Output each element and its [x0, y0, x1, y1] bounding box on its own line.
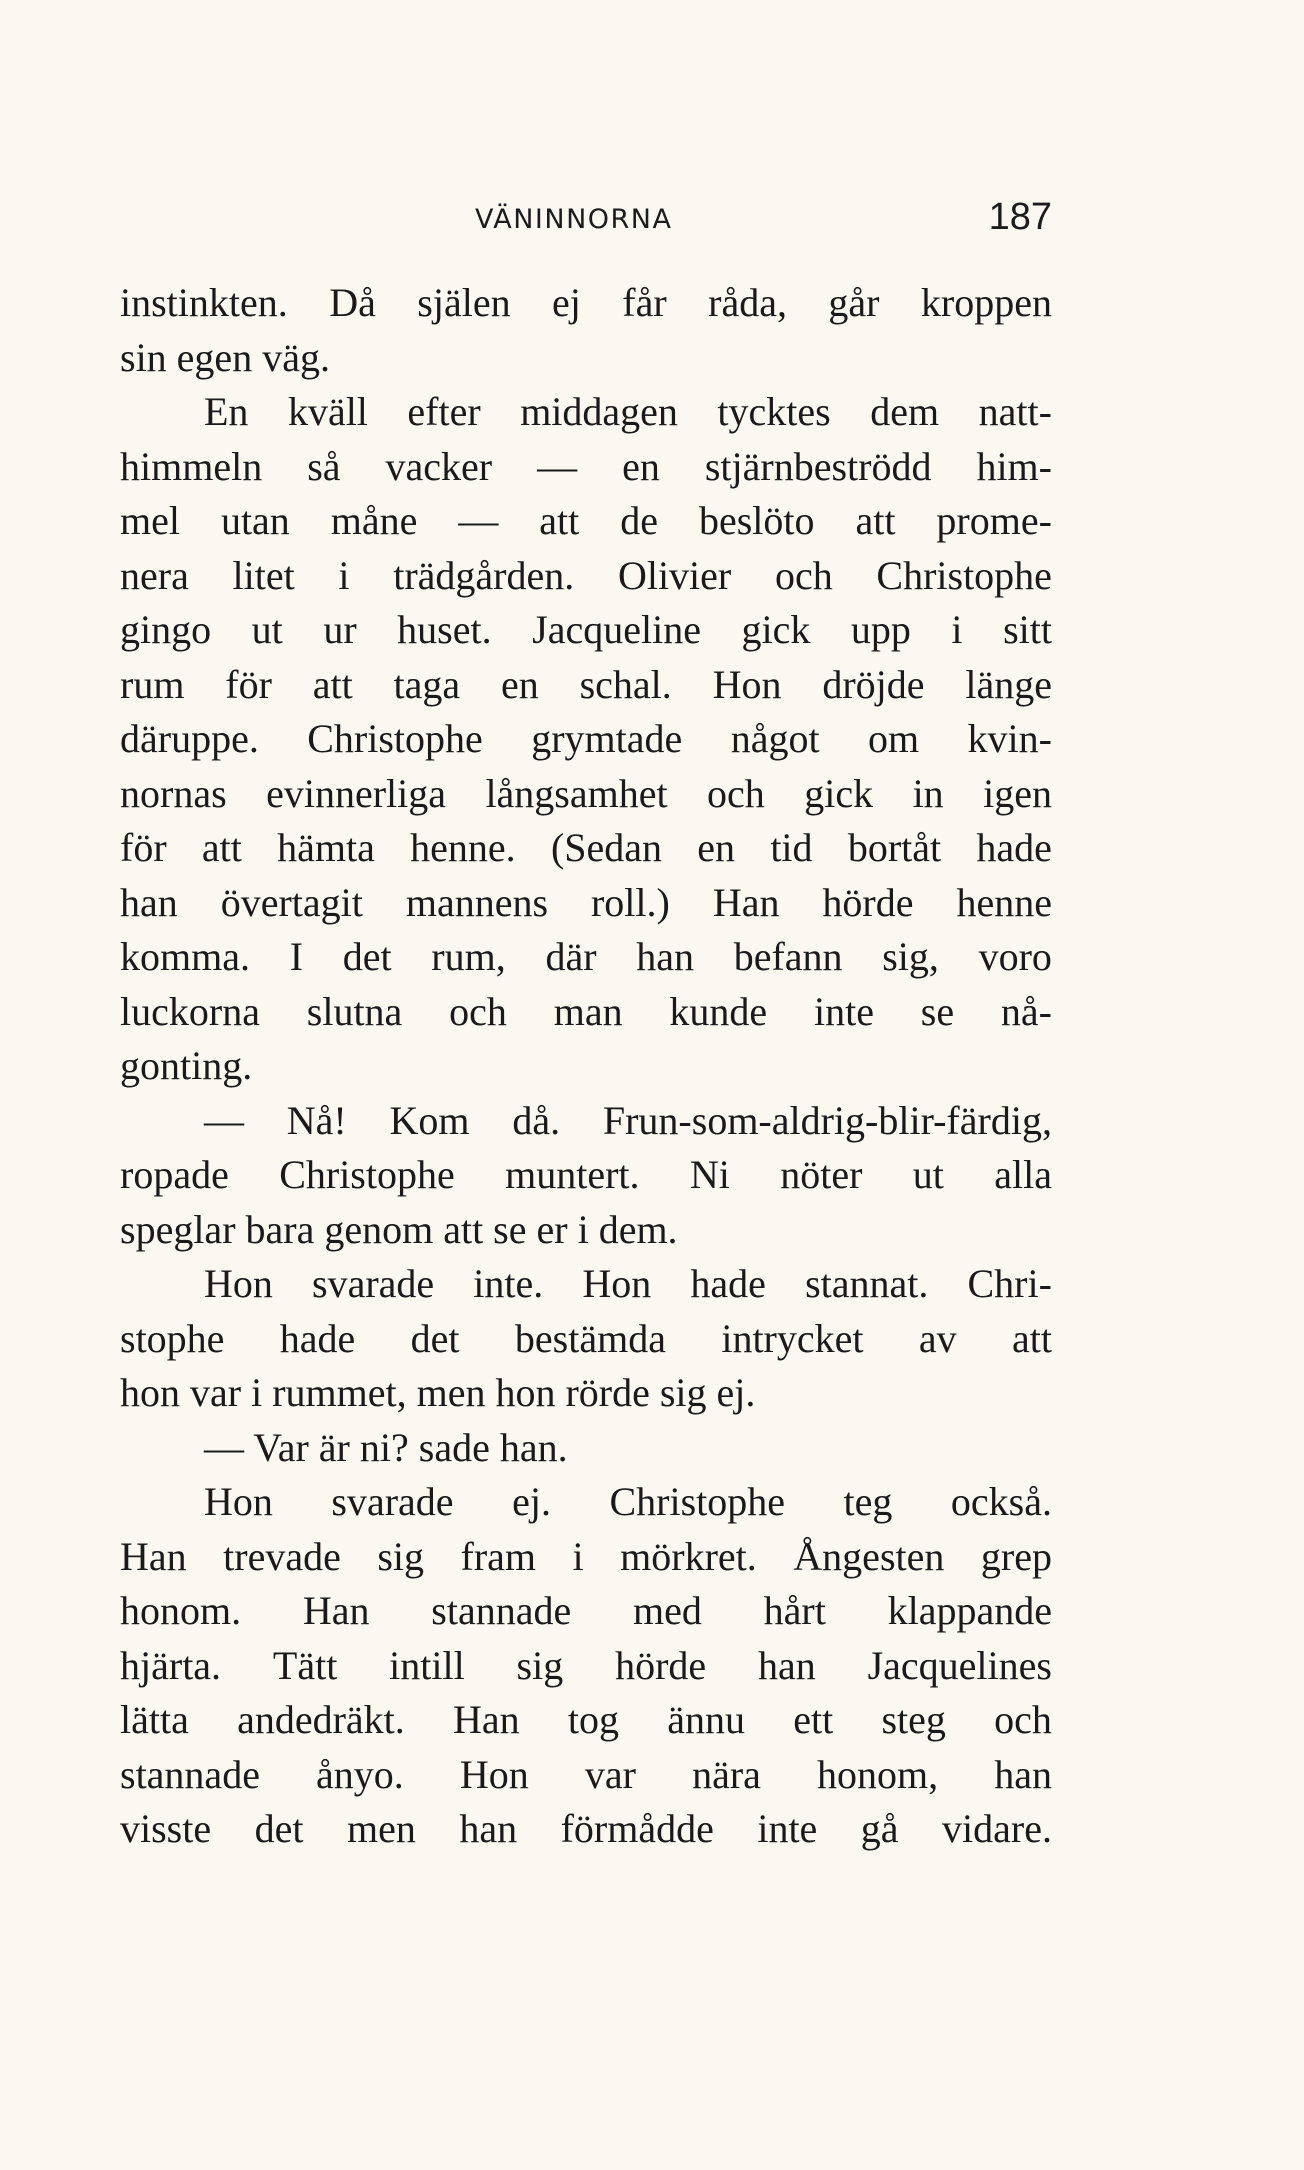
word: också. — [950, 1479, 1052, 1524]
text-line — [120, 494, 1052, 549]
word: och — [994, 1697, 1052, 1742]
text-line — [120, 1802, 1052, 1857]
word: komma. — [120, 934, 250, 979]
word: roll.) — [590, 879, 670, 925]
word: tog — [567, 1697, 620, 1742]
word: kunde — [669, 988, 768, 1034]
word: det — [254, 1806, 304, 1851]
word: trevade — [223, 1533, 341, 1579]
word: Hon — [204, 1261, 273, 1306]
text-line — [120, 1530, 1052, 1585]
text-line — [120, 1366, 1052, 1421]
word: honom, — [816, 1751, 939, 1797]
word: och — [449, 988, 507, 1034]
word: vacker — [385, 443, 493, 489]
word: Kom — [389, 1097, 470, 1143]
word: något — [730, 716, 820, 761]
word: en — [697, 825, 736, 870]
text-line — [120, 1039, 1052, 1094]
word: Då — [329, 280, 376, 325]
text-line — [120, 385, 1052, 440]
word: de — [620, 498, 658, 543]
word: efter — [407, 389, 481, 434]
word: dem — [870, 389, 940, 434]
word: förmådde — [560, 1806, 714, 1851]
word: att — [312, 661, 353, 707]
word: gonting. — [120, 1043, 253, 1088]
word: stophe — [120, 1315, 225, 1361]
word: svarade — [312, 1261, 435, 1306]
word: beslöto — [698, 498, 815, 543]
word: länge — [965, 661, 1052, 707]
word: i — [572, 1533, 584, 1579]
text-line — [120, 440, 1052, 495]
word: — Var är ni? sade han. — [204, 1424, 568, 1470]
word: han — [994, 1751, 1052, 1797]
word: fram — [460, 1533, 537, 1579]
word: hade — [690, 1261, 766, 1306]
word: själen — [417, 280, 511, 325]
text-line — [120, 549, 1052, 604]
word: ut — [912, 1152, 944, 1197]
word: Ni — [689, 1152, 730, 1197]
word: Han — [120, 1533, 187, 1579]
page-number: 187 — [988, 196, 1052, 238]
word: Hon — [712, 661, 782, 707]
text-line — [120, 1203, 1052, 1258]
word: utan — [220, 498, 290, 543]
word: gick — [741, 607, 811, 652]
word: taga — [393, 661, 461, 707]
word: teg — [843, 1479, 893, 1524]
word: råda, — [708, 280, 787, 325]
word: går — [828, 280, 880, 325]
body-text — [120, 276, 1052, 1857]
word: för — [225, 661, 272, 707]
word: Chri- — [967, 1261, 1052, 1306]
word: rum, — [431, 934, 506, 979]
word: för — [120, 825, 167, 870]
word: Han — [712, 879, 780, 925]
word: henne. — [410, 825, 516, 870]
word: sig, — [882, 934, 939, 979]
word: däruppe. — [120, 716, 259, 761]
word: himmeln — [120, 443, 263, 489]
word: kroppen — [920, 280, 1052, 325]
word: han — [757, 1642, 816, 1688]
word: I — [289, 934, 304, 979]
word: sig — [377, 1533, 425, 1579]
word: Christophe — [307, 716, 483, 761]
word: var — [584, 1751, 636, 1797]
word: får — [622, 280, 667, 325]
text-line — [120, 767, 1052, 822]
word: him- — [976, 443, 1052, 489]
word: hämta — [277, 825, 375, 870]
word: Hon — [582, 1261, 652, 1306]
word: inte. — [473, 1261, 544, 1306]
word: trädgården. — [393, 552, 575, 598]
word: ropade — [120, 1152, 229, 1197]
word: intill — [389, 1642, 465, 1688]
word: in — [912, 770, 944, 816]
word: intrycket — [721, 1315, 864, 1361]
word: det — [410, 1315, 460, 1361]
word: nera — [120, 552, 189, 598]
word: muntert. — [505, 1152, 640, 1197]
word: stannade — [120, 1751, 260, 1797]
word: stjärnbeströdd — [704, 443, 932, 489]
word: inte — [813, 988, 874, 1034]
word: voro — [978, 934, 1052, 979]
word: hade — [279, 1315, 356, 1361]
text-line — [120, 603, 1052, 658]
word: ej — [552, 280, 581, 325]
word: Jacqueline — [532, 607, 701, 652]
text-line — [120, 1094, 1052, 1149]
word: mörkret. — [620, 1533, 757, 1579]
word: Han — [302, 1588, 370, 1633]
word: Tätt — [272, 1642, 338, 1688]
word: prome- — [936, 498, 1052, 543]
word: ånyo. — [316, 1751, 404, 1797]
word: lätta — [120, 1697, 189, 1742]
word: sig — [516, 1642, 564, 1688]
word: grymtade — [531, 716, 683, 761]
text-line — [120, 1312, 1052, 1367]
page-header — [120, 196, 1052, 256]
word: men — [346, 1806, 416, 1851]
text-line — [120, 985, 1052, 1040]
word: rum — [120, 661, 185, 707]
word: svarade — [331, 1479, 454, 1524]
word: med — [633, 1588, 702, 1633]
word: (Sedan — [550, 825, 663, 870]
text-line — [120, 930, 1052, 985]
word: Christophe — [609, 1479, 786, 1524]
word: ännu — [667, 1697, 746, 1742]
word: hårt — [763, 1588, 826, 1633]
word: mel — [120, 498, 180, 543]
word: schal. — [579, 661, 672, 707]
word: om — [868, 716, 920, 761]
word: långsamhet — [485, 770, 668, 816]
text-line — [120, 1584, 1052, 1639]
word: steg — [881, 1697, 946, 1742]
word: kvin- — [967, 716, 1052, 761]
word: stannade — [431, 1588, 572, 1633]
word: sin egen väg. — [120, 334, 330, 380]
word: en — [501, 661, 539, 707]
word: Nå! — [286, 1097, 347, 1143]
word: tycktes — [717, 389, 831, 434]
word: middagen — [520, 389, 678, 434]
word: han — [459, 1806, 518, 1851]
word: hörde — [615, 1642, 707, 1688]
word: att — [539, 498, 580, 543]
word: honom. — [120, 1588, 242, 1633]
word: Jacquelines — [867, 1642, 1052, 1688]
word: gingo — [120, 607, 212, 652]
word: Ångesten — [793, 1533, 945, 1579]
word: slutna — [306, 988, 403, 1034]
word: hjärta. — [120, 1642, 222, 1688]
word: i — [951, 607, 963, 652]
word: och — [707, 770, 765, 816]
word: sitt — [1003, 607, 1052, 652]
word: Christophe — [279, 1152, 455, 1197]
text-line — [120, 1639, 1052, 1694]
word: hörde — [822, 879, 914, 925]
text-line — [120, 876, 1052, 931]
word: huset. — [397, 607, 492, 652]
word: inte — [757, 1806, 818, 1851]
word: litet — [232, 552, 295, 598]
word: måne — [330, 498, 418, 543]
text-line — [120, 1693, 1052, 1748]
word: Hon — [459, 1751, 529, 1797]
word: — — [537, 443, 578, 489]
text-line — [120, 821, 1052, 876]
word: nära — [692, 1751, 761, 1797]
word: Han — [453, 1697, 520, 1742]
word: det — [342, 934, 392, 979]
word: i — [338, 552, 350, 598]
word: mannens — [405, 879, 549, 925]
word: av — [918, 1315, 957, 1361]
word: dröjde — [822, 661, 925, 707]
word: hon var i rummet, men hon rörde sig ej. — [120, 1370, 756, 1415]
word: instinkten. — [120, 280, 288, 325]
word: ut — [251, 607, 283, 652]
word: speglar bara genom att se er i dem. — [120, 1206, 678, 1252]
word: och — [774, 552, 833, 598]
running-title: VÄNINNORNA — [475, 204, 673, 235]
word: kväll — [287, 389, 368, 434]
word: att — [855, 498, 896, 543]
word: han — [120, 879, 178, 925]
word: luckorna — [120, 988, 260, 1034]
word: — — [458, 498, 499, 543]
word: — — [204, 1097, 244, 1143]
text-line — [120, 1421, 1052, 1476]
word: Olivier — [617, 552, 732, 598]
word: nå- — [1000, 988, 1052, 1034]
word: vidare. — [942, 1806, 1052, 1851]
word: befann — [733, 934, 843, 979]
word: igen — [983, 770, 1052, 816]
word: att — [1011, 1315, 1052, 1361]
text-line — [120, 276, 1052, 331]
text-line — [120, 1475, 1052, 1530]
word: grep — [980, 1533, 1052, 1579]
word: visste — [120, 1806, 212, 1851]
word: ur — [323, 607, 357, 652]
word: evinnerliga — [266, 770, 446, 816]
word: gick — [804, 770, 874, 816]
word: Hon — [204, 1479, 273, 1524]
word: då. — [512, 1097, 561, 1143]
word: man — [553, 988, 623, 1034]
word: Christophe — [876, 552, 1052, 598]
word: en — [622, 443, 660, 489]
word: han — [636, 934, 694, 979]
text-line — [120, 1257, 1052, 1312]
text-line — [120, 712, 1052, 767]
word: övertagit — [220, 879, 363, 925]
text-line — [120, 1748, 1052, 1803]
word: En — [204, 389, 249, 434]
word: ett — [793, 1697, 834, 1742]
word: nornas — [120, 770, 227, 816]
word: att — [201, 825, 242, 870]
word: ej. — [512, 1479, 551, 1524]
word: nöter — [780, 1152, 863, 1197]
word: Frun-som-aldrig-blir-färdig, — [602, 1097, 1052, 1143]
word: gå — [860, 1806, 899, 1851]
word: bestämda — [514, 1315, 666, 1361]
word: se — [920, 988, 955, 1034]
word: andedräkt. — [237, 1697, 405, 1742]
text-line — [120, 658, 1052, 713]
word: klappande — [887, 1588, 1052, 1633]
word: upp — [850, 607, 911, 652]
word: bortåt — [847, 825, 942, 870]
word: natt- — [978, 389, 1052, 434]
word: där — [545, 934, 597, 979]
word: alla — [994, 1152, 1052, 1197]
text-line — [120, 331, 1052, 386]
word: tid — [770, 825, 813, 870]
word: henne — [956, 879, 1052, 925]
word: stannat. — [805, 1261, 929, 1306]
text-line — [120, 1148, 1052, 1203]
word: så — [307, 443, 341, 489]
word: hade — [976, 825, 1052, 870]
